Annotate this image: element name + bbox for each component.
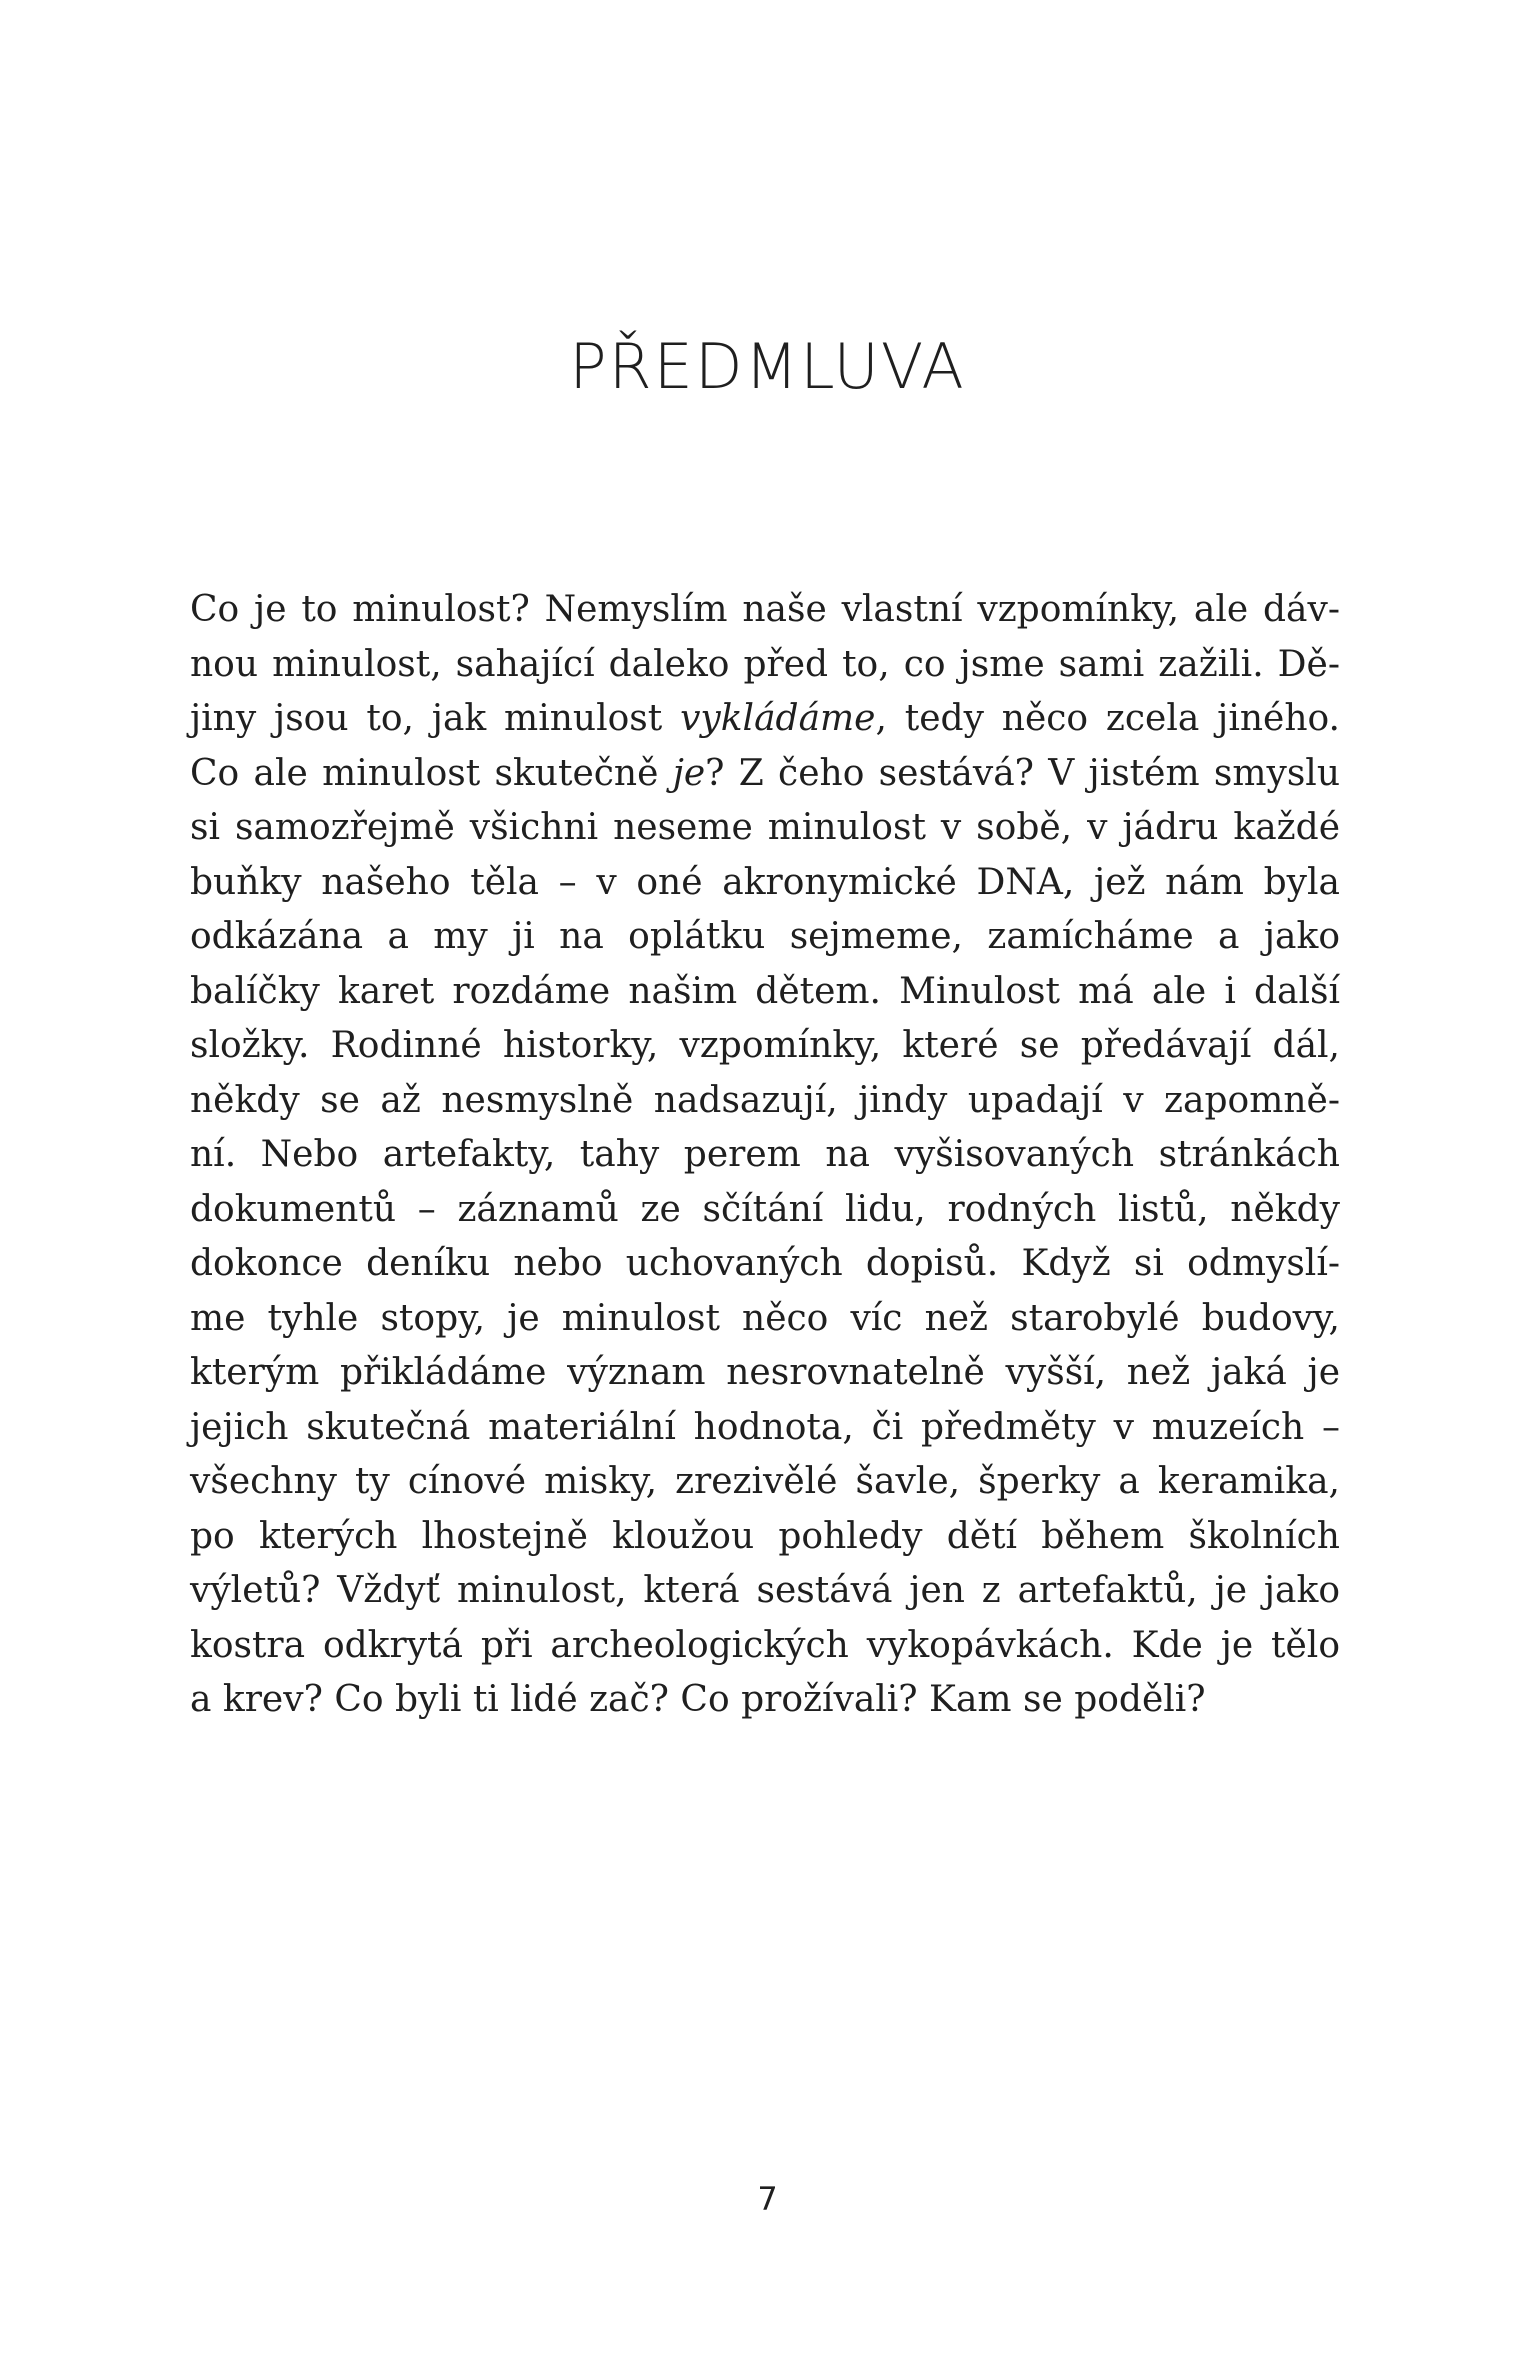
page-number: 7 [757,2180,778,2218]
text-line: kostra odkrytá při archeologických vykopávkách. Kde je tělo [190,1624,1340,1666]
text-line: nou minulost, sahající daleko před to, co jsme sami zažili. Dě- [190,643,1340,685]
text-line: složky. Rodinné historky, vzpomínky, které se předávají dál, [190,1025,1340,1066]
text-line: Co ale minulost skutečně je? Z čeho sestává? V jistém smyslu [190,752,1340,794]
text-line: výletů? Vždyť minulost, která sestává jen z artefaktů, je jako [190,1570,1340,1611]
text-line: dokumentů – záznamů ze sčítání lidu, rodných listů, někdy [190,1188,1340,1230]
text-line: po kterých lhostejně kloužou pohledy dětí během školních [190,1515,1340,1557]
text-line: dokonce deníku nebo uchovaných dopisů. Když si odmyslí- [190,1243,1340,1284]
text-line: si samozřejmě všichni neseme minulost v sobě, v jádru každé [190,807,1340,848]
body-text [190,583,1340,1728]
text-line: a krev? Co byli ti lidé zač? Co prožívali? Kam se poděli? [190,1679,1206,1720]
text-line: jejich skutečná materiální hodnota, či předměty v muzeích – [190,1406,1340,1448]
text-line: všechny ty cínové misky, zrezivělé šavle, šperky a keramika, [190,1461,1340,1502]
text-line: odkázána a my ji na oplátku sejmeme, zamícháme a jako [190,916,1340,957]
text-line: me tyhle stopy, je minulost něco víc než starobylé budovy, [190,1297,1340,1339]
text-line: kterým přikládáme význam nesrovnatelně vyšší, než jaká je [190,1352,1340,1393]
emphasis: vykládáme [680,698,876,739]
emphasis: je [672,752,706,794]
text-line: buňky našeho těla – v oné akronymické DNA, jež nám byla [190,861,1340,903]
chapter-title: PŘEDMLUVA [569,330,966,403]
text-line: Co je to minulost? Nemyslím naše vlastní vzpomínky, ale dáv- [190,589,1340,630]
text-line: jiny jsou to, jak minulost vykládáme, tedy něco zcela jiného. [190,698,1340,739]
text-line: někdy se až nesmyslně nadsazují, jindy upadají v zapomně- [190,1079,1340,1121]
text-line: ní. Nebo artefakty, tahy perem na vyšisovaných stránkách [190,1134,1340,1175]
text-line: balíčky karet rozdáme našim dětem. Minulost má ale i další [190,970,1340,1012]
